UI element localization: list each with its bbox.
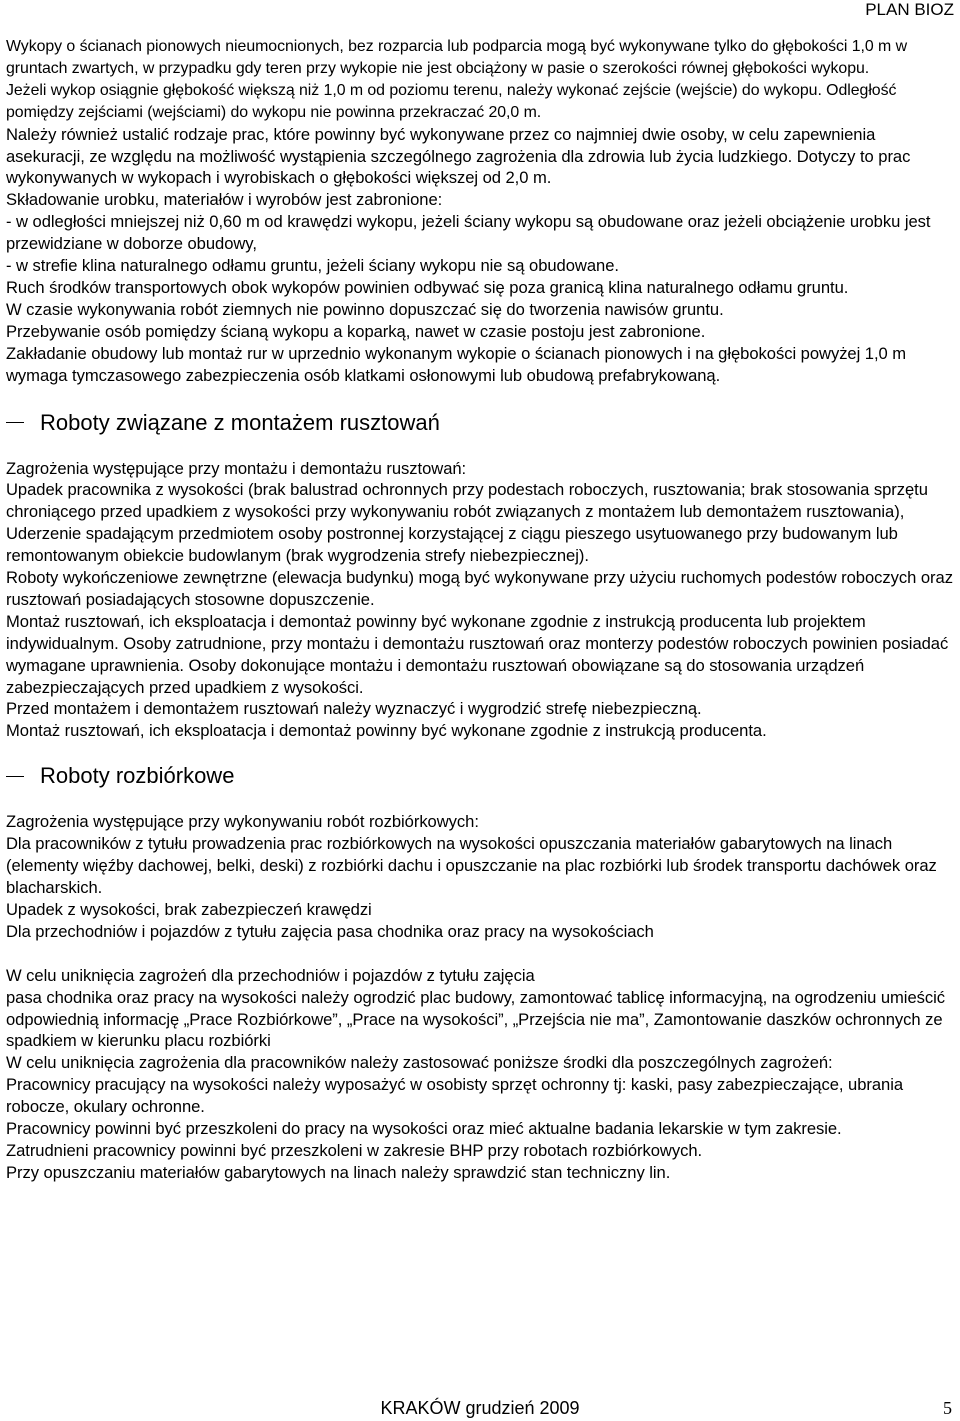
paragraph: pasa chodnika oraz pracy na wysokości należy ogrodzić plac budowy, zamontować tablicę informacyjną, na ogrodzeniu umieścić odpowiednią informację „Prace Rozbiórkowe”, „Prace na wysokości”, „Przejścia nie ma”, Zamontowanie daszków ochronnych ze spadkiem w kierunku placu rozbiórki <box>6 987 945 1051</box>
page-number: 5 <box>943 1398 952 1418</box>
paragraph: Zagrożenia występujące przy montażu i demontażu rusztowań: <box>6 458 467 478</box>
paragraph: Wykopy o ścianach pionowych nieumocnionych, bez rozparcia lub podparcia mogą być wykonywane tylko do głębokości 1,0 m w gruntach zwartych, w przypadku gdy teren przy wykopie nie jest obciążony w pasie o szerokości równej głębokości wykopu. <box>6 38 908 77</box>
paragraph: Upadek pracownika z wysokości (brak balustrad ochronnych przy podestach roboczych, rusztowania; brak stosowania sprzętu chroniącego przed upadkiem z wysokości przy wykonywaniu robót związanych z montażem lub demontażem rusztowania), <box>6 480 928 522</box>
section-excavation <box>6 36 954 387</box>
paragraph: Upadek z wysokości, brak zabezpieczeń krawędzi <box>6 899 372 919</box>
section-heading-text: Roboty rozbiórkowe <box>40 763 235 789</box>
section-heading-demolition <box>6 762 954 790</box>
paragraph: Zatrudnieni pracownicy powinni być przeszkoleni w zakresie BHP przy robotach rozbiórkowych. <box>6 1140 703 1160</box>
paragraph: Ruch środków transportowych obok wykopów powinien odbywać się poza granicą klina naturalnego odłamu gruntu. <box>6 277 849 297</box>
paragraph: Uderzenie spadającym przedmiotem osoby postronnej korzystającej z ciągu pieszego usytuowanego przy budowanym lub remontowanym obiekcie budowlanym (brak wygrodzenia strefy niebezpiecznej). <box>6 524 898 566</box>
section-heading-text: Roboty związane z montażem rusztowań <box>40 409 440 435</box>
dash-bullet-icon <box>6 422 24 423</box>
section-demolition <box>6 811 954 1184</box>
paragraph: Roboty wykończeniowe zewnętrzne (elewacja budynku) mogą być wykonywane przy użyciu ruchomych podestów roboczych oraz rusztowań posiadających stosowne dopuszczenie. <box>6 568 953 609</box>
paragraph: W celu uniknięcia zagrożeń dla przechodniów i pojazdów z tytułu zajęcia <box>6 965 535 985</box>
paragraph: Montaż rusztowań, ich eksploatacja i demontaż powinny być wykonane zgodnie z instrukcją producenta lub projektem indywidualnym. Osoby zatrudnione, przy montażu i demontażu rusztowań oraz monterzy podestów roboczych powinien posiadać wymagane uprawnienia. Osoby dokonujące montażu i demontażu rusztowań obowiązane są do stosowania urządzeń zabezpieczających przed upadkiem z wysokości. <box>6 611 949 697</box>
section-heading-scaffolding <box>6 409 954 437</box>
paragraph: Zagrożenia występujące przy wykonywaniu robót rozbiórkowych: <box>6 812 479 832</box>
paragraph: Należy również ustalić rodzaje prac, które powinny być wykonywane przez co najmniej dwie osoby, w celu zapewnienia asekuracji, ze względu na możliwość wystąpienia szczególnego zagrożenia dla zdrowia lub życia ludzkiego. Dotyczy to prac wykonywanych w wykopach i wyrobiskach o głębokości większej od 2,0 m. <box>6 124 911 188</box>
paragraph: Dla przechodniów i pojazdów z tytułu zajęcia pasa chodnika oraz pracy na wysokościach <box>6 921 654 941</box>
footer-place-date: KRAKÓW grudzień 2009 <box>380 1398 580 1418</box>
paragraph: Jeżeli wykop osiągnie głębokość większą niż 1,0 m od poziomu terenu, należy wykonać zejście (wejście) do wykopu. Odległość pomiędzy zejściami (wejściami) do wykopu nie powinna przekraczać 20,0 m. <box>6 81 897 121</box>
paragraph: Pracownicy powinni być przeszkoleni do pracy na wysokości oraz mieć aktualne badania lekarskie w tym zakresie. <box>6 1119 842 1139</box>
paragraph: Przed montażem i demontażem rusztowań należy wyznaczyć i wygrodzić strefę niebezpieczną. <box>6 699 702 719</box>
document-body <box>6 36 954 1184</box>
dash-bullet-icon <box>6 776 24 777</box>
paragraph: W czasie wykonywania robót ziemnych nie powinno dopuszczać się do tworzenia nawisów gruntu. <box>6 299 724 319</box>
paragraph: Przy opuszczaniu materiałów gabarytowych na linach należy sprawdzić stan techniczny lin. <box>6 1162 671 1182</box>
paragraph: Składowanie urobku, materiałów i wyrobów jest zabronione: <box>6 190 443 210</box>
paragraph: Przebywanie osób pomiędzy ścianą wykopu a koparką, nawet w czasie postoju jest zabronione. <box>6 321 706 341</box>
paragraph: W celu uniknięcia zagrożenia dla pracowników należy zastosować poniższe środki dla poszczególnych zagrożeń: <box>6 1053 833 1073</box>
paragraph: Pracownicy pracujący na wysokości należy wyposażyć w osobisty sprzęt ochronny tj: kaski, pasy zabezpieczające, ubrania robocze, okulary ochronne. <box>6 1075 904 1117</box>
paragraph: - w odległości mniejszej niż 0,60 m od krawędzi wykopu, jeżeli ściany wykopu są obudowane oraz jeżeli obciążenie urobku jest przewidziane w doborze obudowy, <box>6 212 931 254</box>
document-header: PLAN BIOZ <box>865 0 954 19</box>
paragraph: - w strefie klina naturalnego odłamu gruntu, jeżeli ściany wykopu nie są obudowane. <box>6 256 619 276</box>
paragraph: Montaż rusztowań, ich eksploatacja i demontaż powinny być wykonane zgodnie z instrukcją producenta. <box>6 721 767 741</box>
paragraph: Dla pracowników z tytułu prowadzenia prac rozbiórkowych na wysokości opuszczania materiałów gabarytowych na linach (elementy więźby dachowej, belki, deski) z rozbiórki dachu i opuszczanie na plac rozbiórki lub środek transportu dachówek oraz blacharskich. <box>6 834 937 897</box>
paragraph: Zakładanie obudowy lub montaż rur w uprzednio wykonanym wykopie o ścianach pionowych i na głębokości powyżej 1,0 m wymaga tymczasowego zabezpieczenia osób klatkami osłonowymi lub obudową prefabrykowaną. <box>6 343 907 385</box>
section-scaffolding <box>6 458 954 743</box>
